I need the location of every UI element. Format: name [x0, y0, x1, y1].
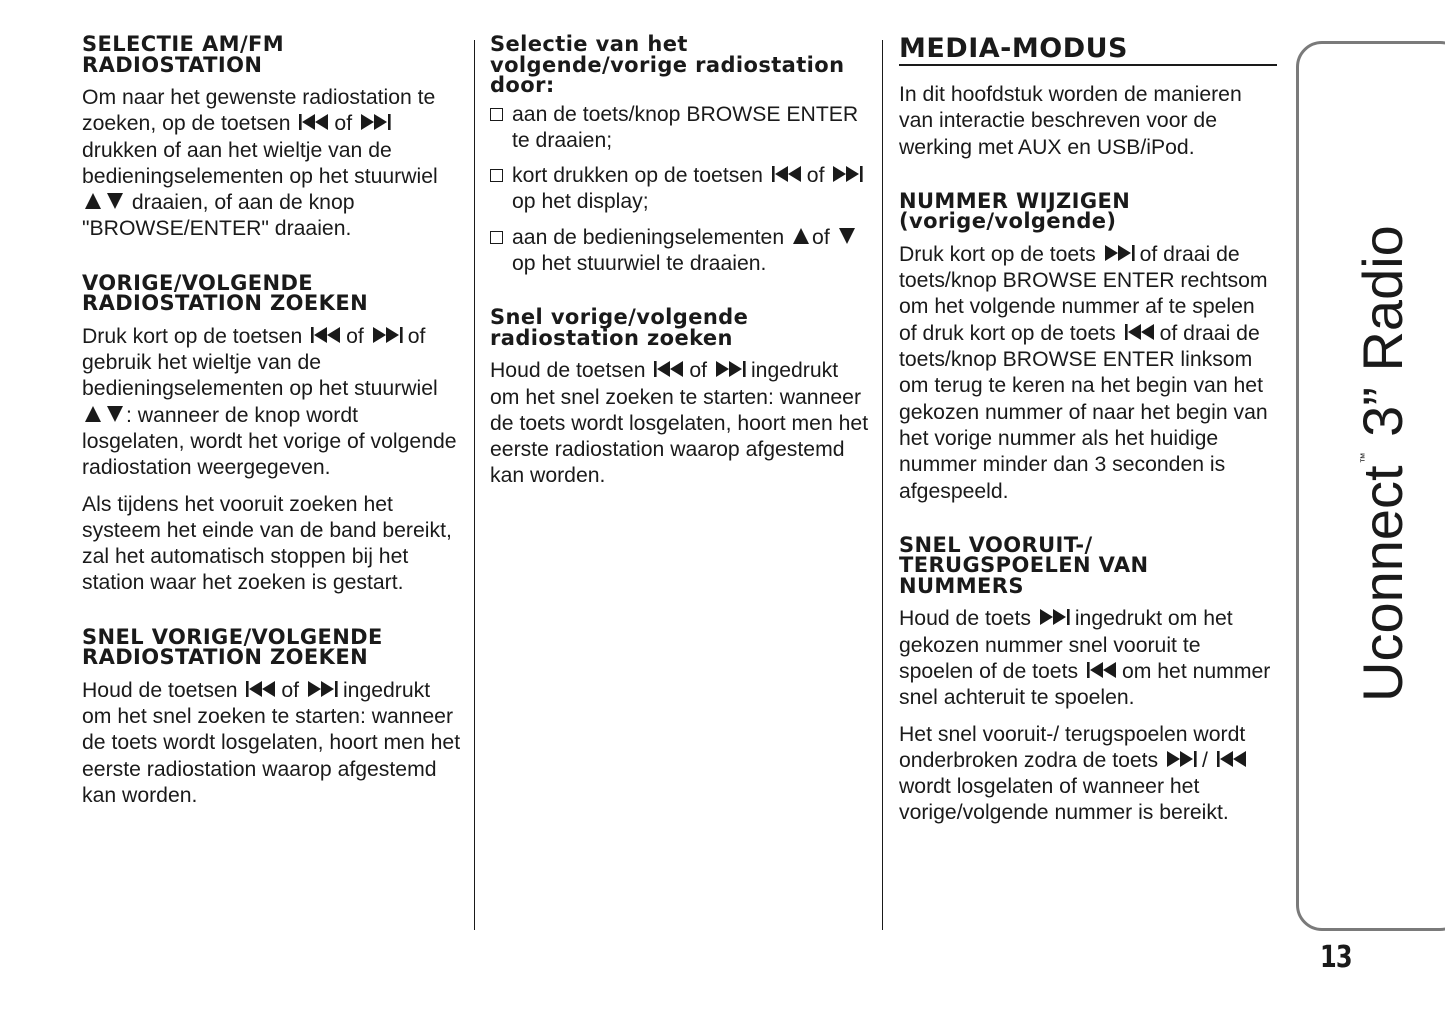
column-1	[82, 34, 464, 809]
list-item: aan de toets/knop BROWSE ENTER te draaien;	[490, 102, 870, 155]
arrow-down-icon	[838, 227, 856, 245]
arrow-down-icon	[106, 405, 124, 423]
skip-back-icon	[771, 165, 805, 183]
heading-nummer-wijzigen: NUMMER WIJZIGEN (vorige/volgende)	[899, 188, 1131, 234]
paragraph-intro: In dit hoofdstuk worden de manieren van interactie beschreven voor de werking met AUX en USB/iPod.	[899, 83, 1242, 159]
skip-forward-icon	[832, 165, 866, 183]
paragraph-selectie: Om naar het gewenste radiostation te zoeken, op de toetsen of drukken of aan het wieltje van de bedieningselementen op het stuurwiel draaien, of aan de knop "BROWSE/ENTER" draaien.	[82, 86, 438, 241]
heading-selectie-volgende-vorige: Selectie van het volgende/vorige radiostation door:	[490, 32, 845, 97]
skip-forward-icon	[1104, 244, 1138, 262]
column-divider-left	[474, 40, 475, 930]
skip-forward-icon	[1166, 750, 1200, 768]
paragraph-onderbroken: Het snel vooruit-/ terugspoelen wordt onderbroken zodra de toets / wordt losgelaten of wanneer het vorige/volgende nummer is bereikt.	[899, 722, 1277, 827]
heading-vorige-volgende: VORIGE/VOLGENDE RADIOSTATION ZOEKEN	[82, 270, 369, 316]
checkbox-icon	[490, 169, 503, 182]
skip-forward-icon	[360, 113, 394, 131]
skip-back-icon	[1124, 323, 1158, 341]
skip-back-icon	[653, 360, 687, 378]
list-item: aan de bedieningselementen of op het stuurwiel te draaien.	[490, 225, 870, 278]
checkbox-icon	[490, 108, 503, 121]
paragraph-snel-vorige-volgende: Houd de toetsen of ingedrukt om het snel zoeken te starten: wanneer de toets wordt losgelaten, hoort men het eerste radiostation waarop afgestemd kan worden.	[490, 359, 869, 488]
paragraph-nummer-wijzigen: Druk kort op de toets of draai de toets/knop BROWSE ENTER rechtsom om het volgende nummer af te spelen of druk kort op de toets of draai de toets/knop BROWSE ENTER linksom om terug te keren na het begin van het gekozen nummer of naar het begin van het vorige nummer als het huidige nummer minder dan 3 seconden is afgespeeld.	[899, 242, 1268, 503]
skip-forward-icon	[715, 360, 749, 378]
heading-snel-zoeken: SNEL VORIGE/VOLGENDE RADIOSTATION ZOEKEN	[82, 624, 383, 670]
heading-snel-vorige-volgende: Snel vorige/volgende radiostation zoeken	[490, 305, 749, 350]
skip-back-icon	[245, 680, 279, 698]
column-3	[899, 34, 1277, 827]
skip-back-icon	[298, 113, 332, 131]
heading-snel-vooruit: SNEL VOORUIT-/ TERUGSPOELEN VAN NUMMERS	[899, 532, 1149, 598]
column-divider-right	[882, 40, 883, 930]
skip-back-icon	[1216, 750, 1250, 768]
skip-back-icon	[310, 326, 344, 344]
arrow-up-icon	[792, 227, 810, 245]
arrow-up-icon	[84, 405, 102, 423]
skip-forward-icon	[372, 326, 406, 344]
chapter-title: MEDIA-MODUS	[899, 34, 1277, 66]
heading-selectie-am-fm: SELECTIE AM/FM RADIOSTATION	[82, 32, 285, 77]
skip-forward-icon	[1039, 608, 1073, 626]
skip-back-icon	[1086, 661, 1120, 679]
skip-forward-icon	[307, 680, 341, 698]
paragraph-band-einde: Als tijdens het vooruit zoeken het systeem het einde van de band bereikt, zal het automatisch stoppen bij het station waar het zoeken is gestart.	[82, 492, 452, 595]
paragraph-snel-zoeken: Houd de toetsen of ingedrukt om het snel zoeken te starten: wanneer de toets wordt losgelaten, hoort men het eerste radiostation waarop afgestemd kan worden.	[82, 678, 461, 807]
column-2	[490, 34, 870, 490]
list-item: kort drukken op de toetsen of op het display;	[490, 163, 870, 216]
bullet-list	[490, 102, 870, 278]
arrow-up-icon	[84, 192, 102, 210]
paragraph-vorige-volgende: Druk kort op de toetsen of of gebruik het wieltje van de bedieningselementen op het stuurwiel : wanneer de knop wordt losgelaten, wordt het vorige of volgende radiostation weergegeven.	[82, 324, 457, 480]
arrow-down-icon	[106, 192, 124, 210]
paragraph-snel-vooruit: Houd de toets ingedrukt om het gekozen nummer snel vooruit te spoelen of de toets om het nummer snel achteruit te spoelen.	[899, 607, 1271, 710]
page-number: 13	[1320, 940, 1352, 975]
chapter-tab-label: Uconnect™ 3” Radio	[1351, 225, 1414, 702]
checkbox-icon	[490, 231, 503, 244]
